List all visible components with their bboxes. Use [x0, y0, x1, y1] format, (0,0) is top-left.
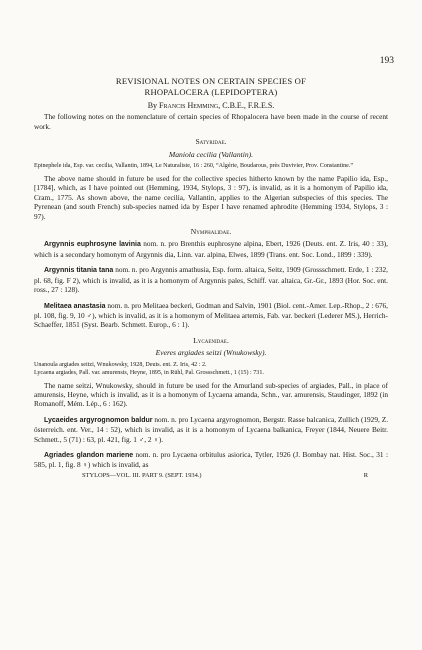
author-line — [34, 101, 388, 110]
entry-argynnis-lavinia — [34, 239, 388, 259]
entry-text: nom. n. pro Brenthis euphrosyne alpina, Ebert, 1926 (Deuts. ent. Z. Iris, 40 : 33), which is a secondary homonym of Argynnis dia, Linn. var. alpina, Elwes, 1899 (Trans. ent. Soc. Lond., 1899 : 339). — [34, 239, 388, 259]
entry-text: nom. n. pro Argynnis amathusia, Esp. form. altaica, Seitz, 1909 (Grossschmett. Erde, 1 : 232, pl. 68, fig. F 2), which is invalid, as it is a homonym of Argynnis pales, Schiff. var. altaica, Gr.-Gr., 1893 (Hor. Soc. ent. ross., 27 : 128). — [34, 265, 389, 295]
taxon-heading-maniola: Maniola cecilia (Vallantin). — [168, 149, 254, 159]
entry-name: Agriades glandon mariene — [44, 451, 134, 459]
article-title — [34, 76, 388, 98]
footer-signature: R — [363, 471, 368, 479]
paragraph-seitzi: The name seitzi, Wnukowsky, should in future be used for the Amurland sub-species of argiades, Pall., in place of amurensis, Heyne, which is invalid, as it is a homonym of Lycaena amanda, Schn., var. amurensis, Staudinger, 1892 (in Romanoff, Mém. Lép., 6 : 162). — [34, 380, 388, 409]
citation-lycaena-argiades: Lycaena argiades, Pall. var. amurensis, Heyne, 1895, in Rühl, Pal. Grossschmett., 1 (15) : 731. — [34, 369, 264, 376]
entry-text: nom. n. pro Melitaea beckeri, Godman and Salvin, 1901 (Biol. cent.-Amer. Lep.-Rhop., 2 : 676, pl. 108, fig. 9, 10 ♂), which is invalid, as it is a homonym of Melitaea artemis, Fab. var. beckeri (Lederer MS.), Herrich-Schaeffer, 1851 (Syst. Bearb. Schmett. Europ., 6 : 1). — [34, 300, 388, 330]
family-heading-satyridae: Satyridae. — [195, 137, 227, 147]
entry-text: nom. n. pro Lycaena argyrognomon, Bergstr. Rasse balcanica, Zullich (1929, Z. österreich. ent. Ver., 14 : 52), which is invalid, as it is a homonym of Lycaena balkanica, Freyer (1844, Neuere Beitr. Schmett., 5 (71) : 63, pl. 421, fig. 1 ♂, 2 ♀). — [34, 414, 389, 444]
entry-melitaea-anastasia — [34, 301, 388, 330]
entry-name: Melitaea anastasia — [44, 302, 106, 310]
author-prefix: By — [147, 101, 158, 110]
entry-argynnis-tana — [34, 265, 388, 294]
paragraph-maniola: The above name should in future be used for the collective species hitherto known by the name Papilio ida, Esp., [1784], which, as I have pointed out (Hemming, 1934, Stylops, 3 : 97), is invalid, as it is a homonym of Papilio ida, Cram., 1775. As shown above, the name cecilia, Vallantin, applies to the Algerian subspecies of this species. The Pyrenean (and south French) sub-species named ida by Esper I have renamed aphrodite (Hemming 1934, Stylops, 3 : 97). — [34, 174, 388, 221]
citation-unanoula: Unanoula argiades seitzi, Wnukowsky, 1928, Deuts. ent. Z. Iris, 42 : 2. — [34, 361, 207, 368]
entry-lycaeides-baldur — [34, 415, 388, 444]
family-heading-nymphalidae: Nymphalidae. — [190, 227, 232, 237]
entry-agriades-mariene — [34, 450, 388, 470]
article-body — [34, 76, 388, 480]
entry-name: Lycaeides argyrognomon baldur — [44, 416, 153, 424]
taxon-heading-everes: Everes argiades seitzi (Wnukowsky). — [155, 348, 267, 358]
intro-paragraph: The following notes on the nomenclature of certain species of Rhopalocera have been made in the course of recent work. — [34, 112, 388, 131]
title-line-1: REVISIONAL NOTES ON CERTAIN SPECIES OF — [115, 76, 307, 86]
title-line-2: RHOPALOCERA (LEPIDOPTERA) — [144, 87, 278, 97]
family-heading-lycaenidae: Lycaenidae. — [193, 335, 229, 345]
footer-journal: STYLOPS—VOL. III. PART 9. (SEPT. 1934.) — [82, 471, 202, 479]
entry-text: nom. n. pro Lycaena orbitulus asiorica, Tytler, 1926 (J. Bombay nat. Hist. Soc., 31 : 585, pl. 1, fig. 8 ♀) which is invalid, as — [34, 449, 388, 470]
entry-name: Argynnis euphrosyne lavinia — [44, 241, 141, 249]
page-footer — [34, 471, 388, 480]
author-name: Francis Hemming, C.B.E., F.R.E.S. — [159, 101, 275, 110]
citation-epinephele: Epinephele ida, Esp. var. cecilia, Vallantin, 1894, Le Naturaliste, 16 : 260, “Algérie, Boudarous, près Duvivier, Prov. Constantine.” — [34, 163, 354, 170]
page-number: 193 — [379, 56, 394, 66]
entry-name: Argynnis titania tana — [44, 267, 114, 275]
